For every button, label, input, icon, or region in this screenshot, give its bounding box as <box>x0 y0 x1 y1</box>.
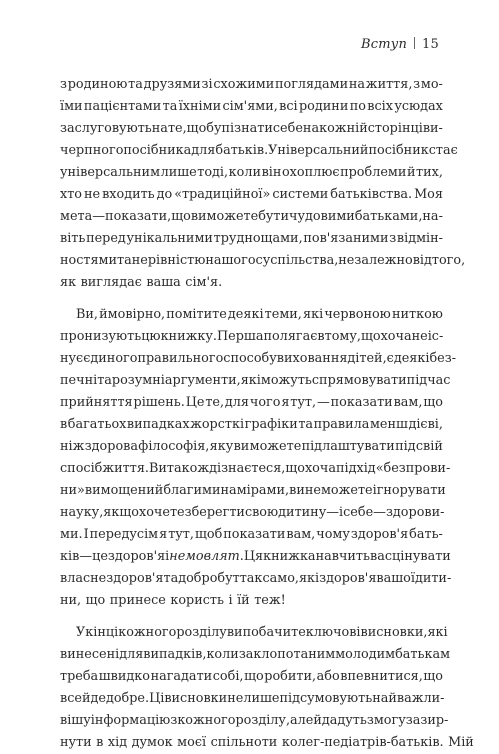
paragraph-gap <box>60 612 443 622</box>
text-line: мета — показати, що ви можете бути чудовими батьками, на- <box>60 209 443 224</box>
text-line: нути в хід думок моєї спільноти колег-педіатрів-батьків. Мій <box>60 735 474 750</box>
text-line: як виглядає ваша сім'я. <box>60 275 223 290</box>
paragraph <box>60 74 466 294</box>
text-line: ни, що принесе користь і їй теж! <box>60 593 286 608</box>
running-head <box>361 37 439 52</box>
text-line: ніж здорова філософія, яку ви можете підлаштувати під свій <box>60 439 443 454</box>
paragraph-gap <box>60 294 443 304</box>
text-line: хто не входить до «традиційної» системи батьківства. Моя <box>60 187 443 202</box>
text-line: нує єдиного правильного способу виховання дітей, є деякі без- <box>60 351 457 366</box>
text-line: пронизують цю книжку. Перша полягає в тому, що хоча не іс- <box>60 329 444 344</box>
text-line: черпного посібника для батьків. Універсальний посібник стає <box>60 143 458 158</box>
body-text <box>60 74 474 754</box>
text-line: заслуговують на те, щоб упізнати себе на кожній сторінці ви- <box>60 121 443 136</box>
text-line: ків — це здоров'я і немовлят. Ця книжка навчить вас цінувати <box>60 549 451 564</box>
text-line: їми пацієнтами та їхніми сім'ями, всі родини по всіх усюдах <box>60 99 443 114</box>
text-line: винесені для випадків, коли заклопотаним молодим батькам <box>60 647 451 662</box>
text-line: універсальним лише тоді, коли він охоплює проблеми й тих, <box>60 165 443 180</box>
header-divider <box>414 37 415 49</box>
text-line: ми. І передусім я тут, щоб показати вам, чому здоров'я бать- <box>60 527 443 542</box>
text-line: печні та розумні аргументи, які можуть спрямовувати під час <box>60 373 451 388</box>
page-number: 15 <box>422 37 439 52</box>
section-title: Вступ <box>360 37 408 52</box>
text-line: У кінці кожного розділу ви побачите ключові висновки, які <box>76 625 448 640</box>
text-line: власне здоров'я та добробут так само, як і здоров'я вашої дити- <box>60 571 452 586</box>
text-line: науку, якщо хочете зберегти свою дитину — і себе — здорови- <box>60 505 445 520</box>
text-line: спосіб життя. Ви також дізнаєтеся, що хоча підхід «без прови- <box>60 461 451 476</box>
text-line: прийняття рішень. Це те, для чого я тут, — показати вам, що <box>60 395 443 410</box>
text-line: ни» вимощений благими намірами, ви не можете ігнорувати <box>60 483 446 498</box>
text-line: Ви, ймовірно, помітите деякі теми, які червоною ниткою <box>76 307 443 322</box>
text-line: віть перед унікальними труднощами, пов'язаними з відмін- <box>60 231 443 246</box>
paragraph <box>60 304 457 612</box>
text-line: ностями та нерівністю нашого суспільства, незалежно від того, <box>60 253 466 268</box>
text-line: треба швидко нагадати собі, що робити, або впевнитися, що <box>60 669 443 684</box>
text-line: вішу інформацію з кожного розділу, але й дадуть змогу зазир- <box>60 713 449 728</box>
text-line: в багатьох випадках жорсткі графіки та правила менш дієві, <box>60 417 443 432</box>
paragraph <box>60 622 474 754</box>
text-line: з родиною та друзями зі схожими поглядами на життя, з мо- <box>60 77 443 92</box>
text-line: все йде добре. Ці висновки не лише підсумовують найважли- <box>60 691 445 706</box>
